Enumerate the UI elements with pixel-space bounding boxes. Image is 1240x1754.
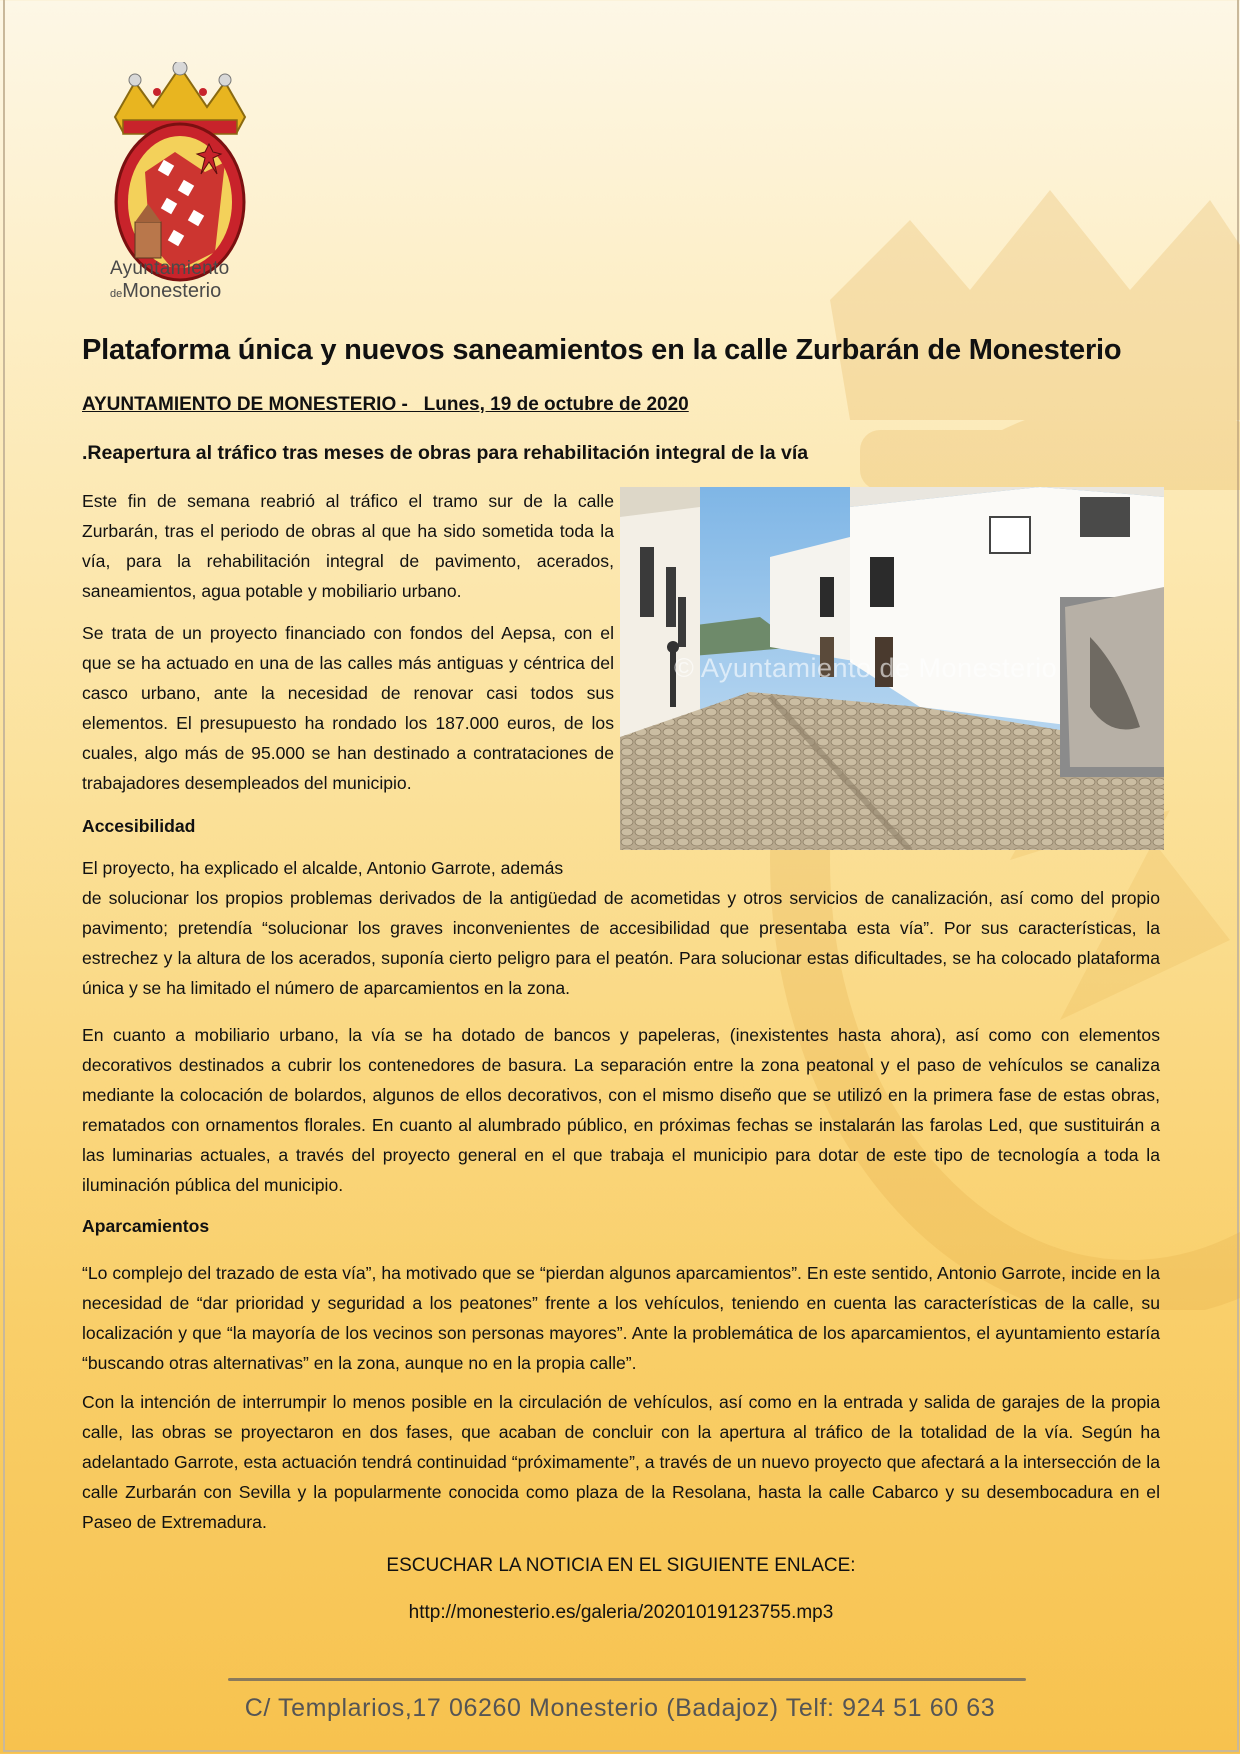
article-byline: AYUNTAMIENTO DE MONESTERIO - Lunes, 19 de octubre de 2020	[82, 394, 689, 415]
paragraph-6: Con la intención de interrumpir lo menos posible en la circulación de vehículos, así como en la entrada y salida de garajes de la propia calle, las obras se proyectaron en dos fases, que acaban de concluir con la apertura al tráfico de la totalidad de la vía. Según ha adelantado Garrote, esta actuación tendrá continuidad “próximamente”, a través de un nuevo proyecto que afectará a la intersección de la calle Zurbarán con Sevilla y la popularmente conocida como plaza de la Resolana, hasta la calle Cabarco y su desembocadura en el Paseo de Extremadura.	[82, 1392, 1160, 1532]
paragraph-2: Se trata de un proyecto financiado con fondos del Aepsa, con el que se ha actuado en una de las calles más antiguas y céntrica del casco urbano, ante la necesidad de renovar casi todos sus elementos. El presupuesto ha rondado los 187.000 euros, de los cuales, algo más de 95.000 se han destinado a contrataciones de trabajadores desempleados del municipio.	[82, 623, 614, 793]
section-heading-accesibilidad: Accesibilidad	[82, 816, 196, 836]
footer-address: C/ Templarios,17 06260 Monesterio (Badajoz) Telf: 924 51 60 63	[244, 1694, 996, 1722]
section-heading-aparcamientos: Aparcamientos	[82, 1216, 210, 1236]
paragraph-5: “Lo complejo del trazado de esta vía”, ha motivado que se “pierdan algunos aparcamientos”. En este sentido, Antonio Garrote, incide en la necesidad de “dar prioridad y seguridad a los peatones” frente a los vehículos, teniendo en cuenta las características de la calle, su localización y que “la mayoría de los vecinos son personas mayores”. Ante la problemática de los aparcamientos, el ayuntamiento estaría “buscando otras alternativas” en la zona, aunque no en la propia calle”.	[82, 1263, 1160, 1373]
audio-link[interactable]: http://monesterio.es/galeria/20201019123755.mp3	[408, 1602, 834, 1623]
article-title: Plataforma única y nuevos saneamientos en la calle Zurbarán de Monesterio	[82, 334, 1122, 366]
photo-watermark: © Ayuntamiento de Monesterio	[674, 653, 1058, 683]
street-photo	[620, 487, 1164, 850]
org-name-town: Monesterio	[122, 280, 222, 302]
article-subhead: .Reapertura al tráfico tras meses de obras para rehabilitación integral de la vía	[82, 442, 809, 464]
org-name-prefix: de	[110, 288, 123, 300]
paragraph-1: Este fin de semana reabrió al tráfico el tramo sur de la calle Zurbarán, tras el periodo de obras al que ha sido sometida toda la vía, para la rehabilitación integral de pavimento, acerados, saneamientos, agua potable y mobiliario urbano.	[82, 491, 614, 601]
paragraph-3-lead: El proyecto, ha explicado el alcalde, Antonio Garrote, además	[82, 858, 564, 878]
org-name-line1: Ayuntamiento	[110, 258, 230, 279]
listen-label: ESCUCHAR LA NOTICIA EN EL SIGUIENTE ENLACE:	[386, 1555, 856, 1576]
paragraph-3: de solucionar los propios problemas derivados de la antigüedad de acometidas y otros servicios de canalización, así como del propio pavimento; pretendía “solucionar los graves inconvenientes de accesibilidad que presentaba esta vía”. Por sus características, la estrechez y la altura de los acerados, suponía cierto peligro para el peatón. Para solucionar estas dificultades, se ha colocado plataforma única y se ha limitado el número de aparcamientos en la zona.	[82, 888, 1160, 998]
footer-divider	[228, 1678, 1026, 1681]
org-name-line2	[110, 280, 221, 303]
paragraph-4: En cuanto a mobiliario urbano, la vía se ha dotado de bancos y papeleras, (inexistentes hasta ahora), así como con elementos decorativos destinados a cubrir los contenedores de basura. La separación entre la zona peatonal y el paso de vehículos se canaliza mediante la colocación de bolardos, algunos de ellos decorativos, con el mismo diseño que se utilizó en la primera fase de estas obras, rematados con ornamentos florales. En cuanto al alumbrado público, en próximas fechas se instalarán las farolas Led, que sustituirán a las luminarias actuales, a través del proyecto general en el que trabaja el municipio para dotar de este tipo de tecnología a toda la iluminación pública del municipio.	[82, 1025, 1160, 1195]
